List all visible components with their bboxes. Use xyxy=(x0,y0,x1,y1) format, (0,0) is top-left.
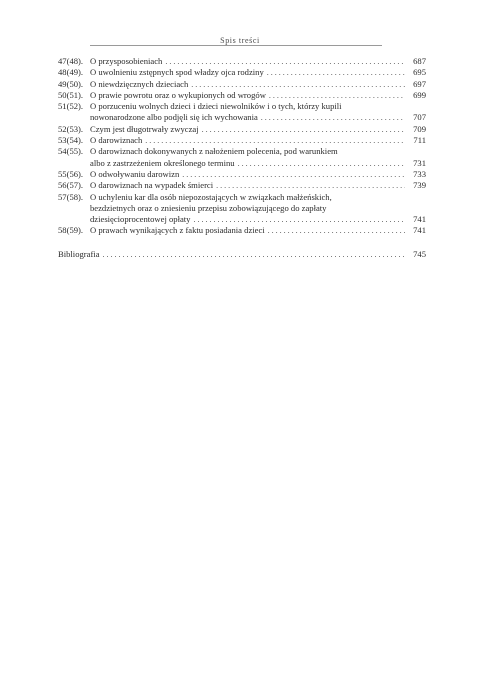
toc-entry xyxy=(58,56,426,67)
bibliography-label: Bibliografia xyxy=(58,248,100,259)
page-number: 731 xyxy=(413,157,426,168)
entry-number: 56(57). xyxy=(58,180,84,191)
dot-leader xyxy=(191,79,405,90)
toc-entry xyxy=(58,90,426,101)
toc-entry xyxy=(58,124,426,135)
entry-number: 53(54). xyxy=(58,135,84,146)
page-number: 687 xyxy=(413,56,426,66)
page-number: 733 xyxy=(413,168,426,179)
dot-leader xyxy=(268,225,405,236)
page-number: 745 xyxy=(413,248,426,259)
page-number: 697 xyxy=(413,78,426,89)
entry-number: 50(51). xyxy=(58,89,84,100)
entry-number: 55(56). xyxy=(58,168,84,179)
entry-title: O prawie powrotu oraz o wykupionych od wrogów xyxy=(90,89,266,100)
bibliography-entry xyxy=(58,249,426,260)
page-number: 699 xyxy=(413,89,426,100)
entry-title-line: O porzuceniu wolnych dzieci i dzieci niewolników i o tych, którzy kupili xyxy=(90,101,342,112)
toc-entry xyxy=(58,192,426,226)
toc-entry xyxy=(58,180,426,191)
entry-title: dziesięcioprocentowej opłaty xyxy=(90,214,191,225)
entry-title: O niewdzięcznych dzieciach xyxy=(90,78,189,89)
dot-leader xyxy=(145,135,405,146)
entry-title: nowonarodzone albo podjęli się ich wychowania xyxy=(90,112,258,123)
entry-title: O darowiznach na wypadek śmierci xyxy=(90,180,214,191)
toc-entry xyxy=(58,146,426,169)
page-number: 739 xyxy=(413,180,426,191)
dot-leader xyxy=(182,169,405,180)
page-number: 709 xyxy=(413,123,426,134)
page-number: 741 xyxy=(413,214,426,225)
header-rule xyxy=(90,45,382,46)
entry-title: albo z zastrzeżeniem określonego terminu xyxy=(90,157,235,168)
entry-title: O prawach wynikających z faktu posiadania dzieci xyxy=(90,225,265,236)
dot-leader xyxy=(267,67,405,78)
entry-number: 58(59). xyxy=(58,225,84,236)
dot-leader xyxy=(269,90,405,101)
toc-entry xyxy=(58,169,426,180)
entry-number: 49(50). xyxy=(58,78,84,89)
entry-title-line: O uchyleniu kar dla osób niepozostających w związkach małżeńskich, xyxy=(90,191,332,202)
entry-title: O uwolnieniu zstępnych spod władzy ojca rodziny xyxy=(90,67,264,78)
dot-leader xyxy=(238,158,405,169)
entry-title-line: O darowiznach dokonywanych z nałożeniem polecenia, pod warunkiem xyxy=(90,146,338,157)
dot-leader xyxy=(261,112,405,123)
page-number: 707 xyxy=(413,112,426,123)
entry-number: 47(48). xyxy=(58,56,84,66)
entry-number: 52(53). xyxy=(58,123,84,134)
entry-title: Czym jest długotrwały zwyczaj xyxy=(90,123,199,134)
toc-entry xyxy=(58,225,426,236)
running-head: Spis treści xyxy=(220,36,260,45)
entry-title-line: bezdzietnych oraz o zniesieniu przepisu zobowiązującego do zapłaty xyxy=(90,202,327,213)
toc-entry xyxy=(58,101,426,124)
entry-title: O odwoływaniu darowizn xyxy=(90,168,180,179)
entry-title: O przysposobieniach xyxy=(90,56,163,66)
page-number: 711 xyxy=(413,135,426,146)
entry-title: O darowiznach xyxy=(90,135,143,146)
entry-number: 54(55). xyxy=(58,146,84,157)
entry-number: 57(58). xyxy=(58,191,84,202)
dot-leader xyxy=(193,214,405,225)
dot-leader xyxy=(202,124,405,135)
dot-leader xyxy=(165,56,405,67)
toc-entry xyxy=(58,135,426,146)
toc-entry xyxy=(58,67,426,78)
entry-number: 51(52). xyxy=(58,101,84,112)
page-number: 741 xyxy=(413,225,426,236)
page-number: 695 xyxy=(413,67,426,78)
dot-leader xyxy=(216,180,405,191)
dot-leader xyxy=(103,249,405,260)
toc-entry xyxy=(58,79,426,90)
entry-number: 48(49). xyxy=(58,67,84,78)
table-of-contents xyxy=(58,56,426,260)
